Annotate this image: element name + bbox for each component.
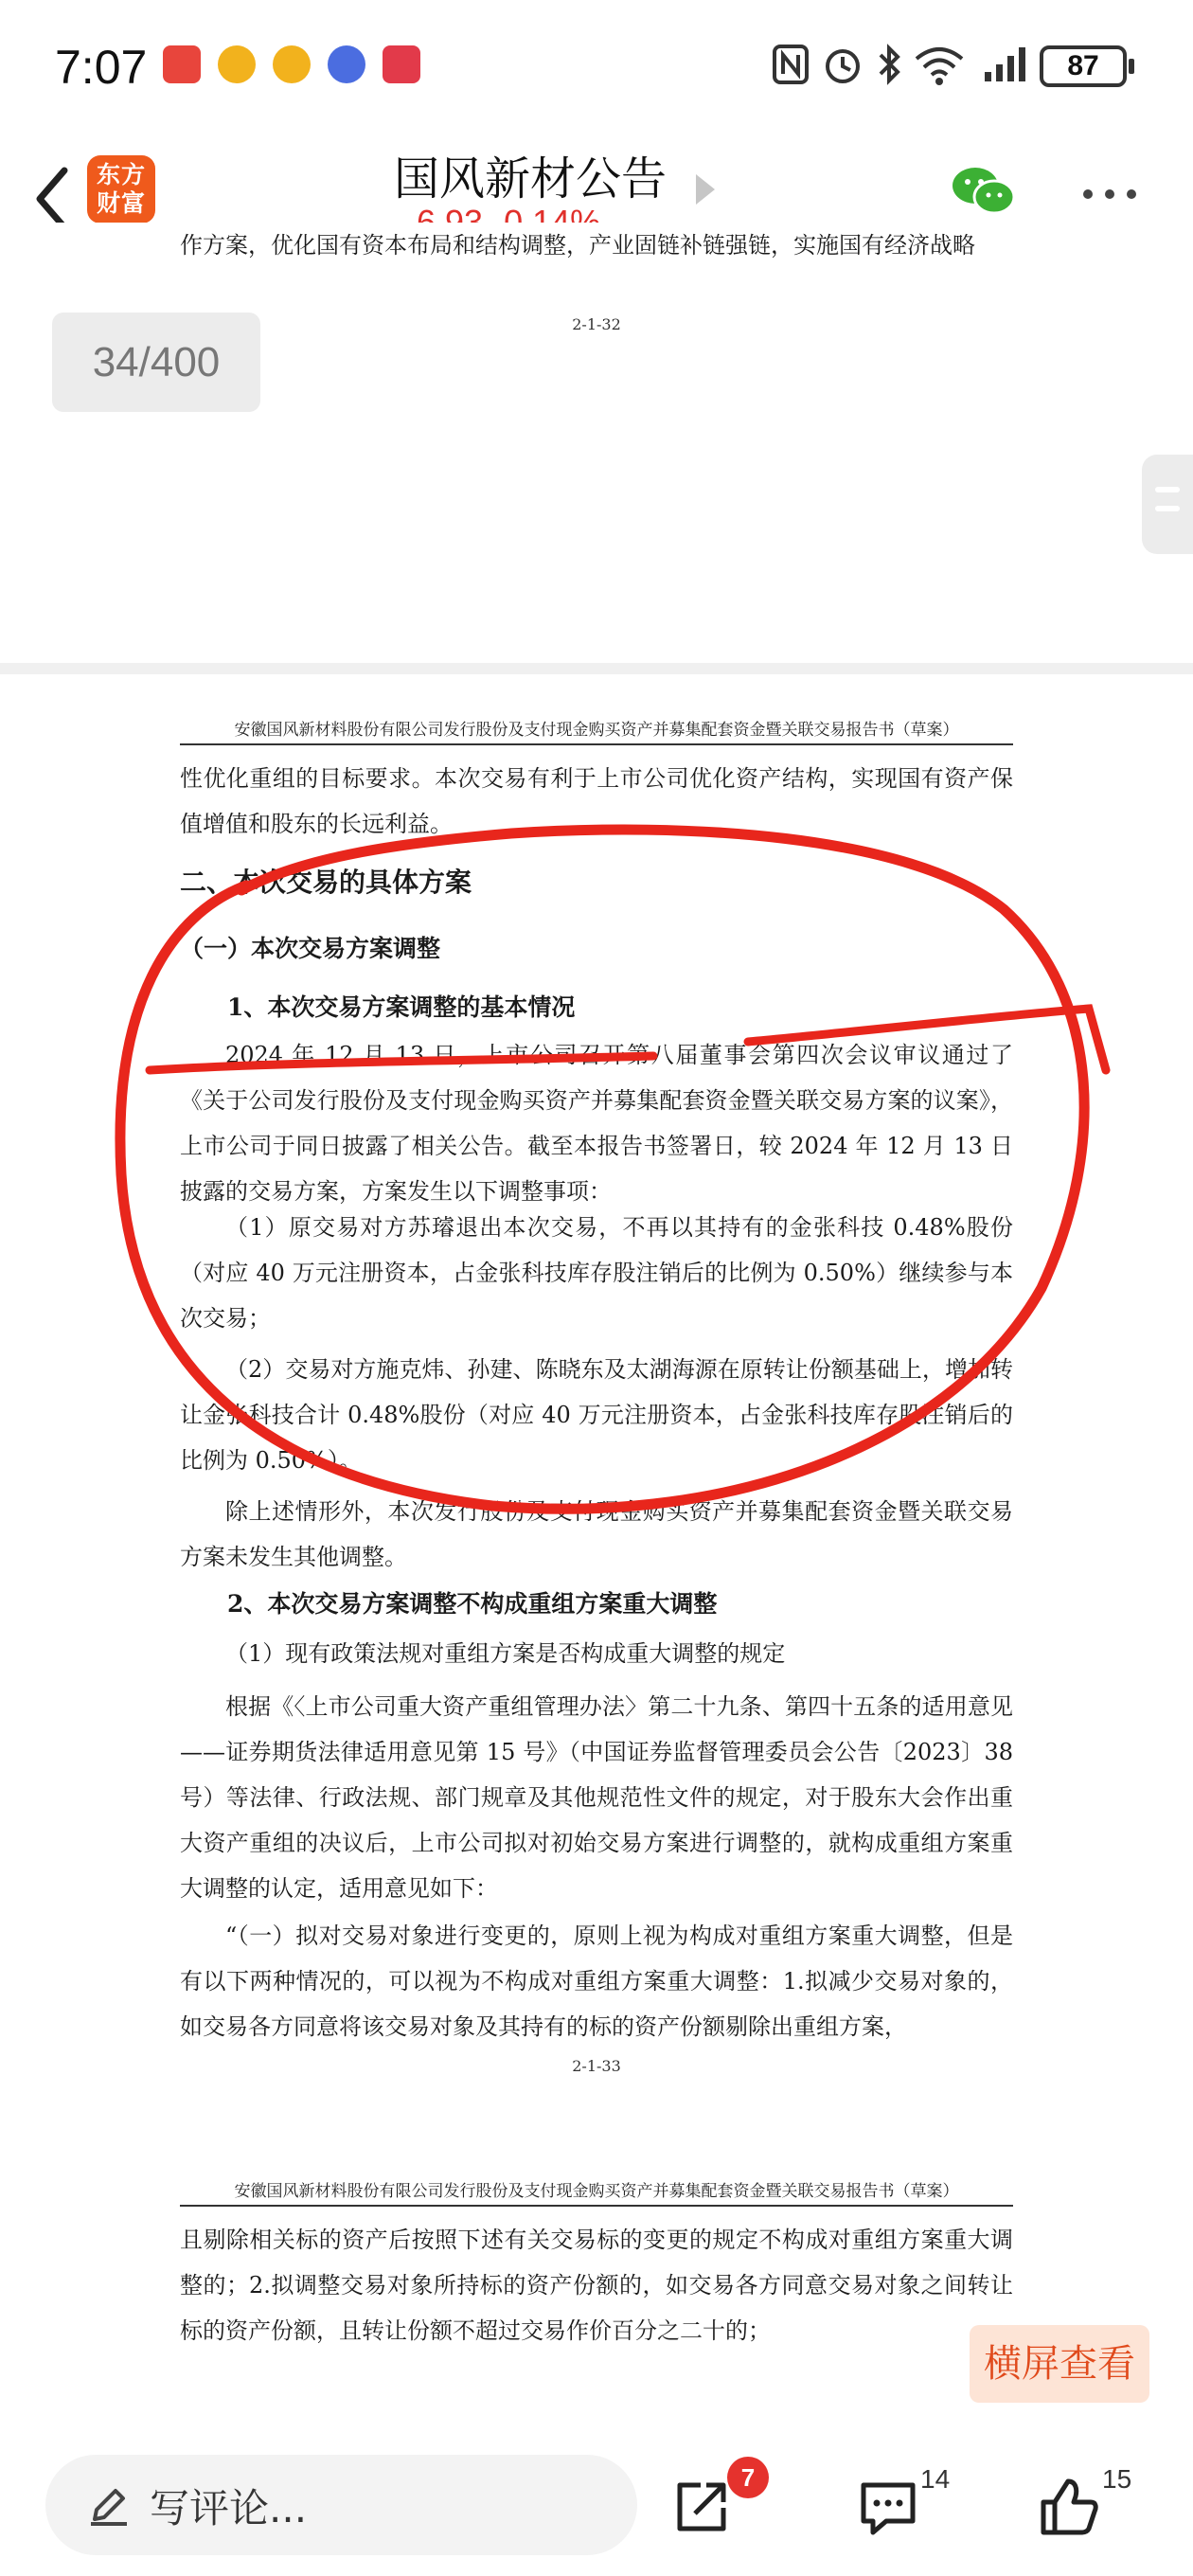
heading-section-2: 二、本次交易的具体方案 xyxy=(180,867,472,898)
clock: 7:07 xyxy=(55,41,148,94)
weibo-icon-2 xyxy=(273,45,311,83)
missed-call-icon xyxy=(163,45,201,83)
likes-count: 15 xyxy=(1102,2464,1132,2494)
wechat-share-icon[interactable] xyxy=(951,163,1017,220)
page32-text: 作方案，优化国有资本布局和结构调整，产业固链补链强链，实施国有经济战略 xyxy=(180,232,975,259)
para-no-other-adjustment: 除上述情形外，本次发行股份及支付现金购买资产并募集配套资金暨关联交易方案未发生其他调整。 xyxy=(180,1498,1013,1570)
page-number-32: 2-1-32 xyxy=(572,315,621,333)
para-item-2: （2）交易对方施克炜、孙建、陈晓东及太湖海源在原转让份额基础上，增加转让金张科技合计 0.48%股份（对应 40 万元注册资本，占金张科技库存股注销后的比例为 0.50%）。 xyxy=(180,1356,1013,1474)
weibo-icon xyxy=(218,45,256,83)
heading-adjustment: （一）本次交易方案调整 xyxy=(180,935,441,962)
tieba-icon xyxy=(328,45,365,83)
para-quoted-rule: “（一）拟对交易对象进行变更的，原则上视为构成对重组方案重大调整，但是有以下两种情况的，可以视为不构成对重组方案重大调整：1.拟减少交易对象的，如交易各方同意将该交易对象及其持有的标的资产份额剔除出重组方案， xyxy=(180,1923,1013,2040)
para-intro: 性优化重组的目标要求。本次交易有利于上市公司优化资产结构，实现国有资产保值增值和股东的长远利益。 xyxy=(180,765,1013,837)
comment-input[interactable]: 写评论... xyxy=(45,2455,637,2555)
like-thumb-icon[interactable] xyxy=(1038,2476,1100,2538)
bluetooth-icon xyxy=(875,44,903,85)
para-regulation-basis: 根据《〈上市公司重大资产重组管理办法〉第二十九条、第四十五条的适用意见——证券期货法律适用意见第 15 号》（中国证券监督管理委员会公告〔2023〕38 号）等法律、行政法规、部门规章及其他规范性文件的规定，对于股东大会作出重大资产重组的决议后，上市公司拟对初始交易方案进行调整的，就构成重组方案重大调整的认定，适用意见如下： xyxy=(180,1693,1013,1902)
document-viewer[interactable] xyxy=(0,232,1193,2434)
page-title: 国风新材公告 xyxy=(393,152,667,206)
alarm-icon xyxy=(822,44,864,85)
heading-not-major-adjustment: 2、本次交易方案调整不构成重组方案重大调整 xyxy=(227,1590,718,1618)
para-adjustment-summary: 2024 年 12 月 13 日，上市公司召开第八届董事会第四次会议审议通过了《关于公司发行股份及支付现金购买资产并募集配套资金暨关联交易方案的议案》，上市公司于同日披露了相关公告。截至本报告书签署日，较 2024 年 12 月 13 日披露的交易方案，方案发生以下调整事项： xyxy=(180,1042,1013,1205)
running-header: 安徽国风新材料股份有限公司发行股份及支付现金购买资产并募集配套资金暨关联交易报告书（草案） xyxy=(180,716,1013,745)
page-number-33: 2-1-33 xyxy=(572,2057,621,2075)
app-notification-icon xyxy=(383,45,420,83)
para-item-1: （1）原交易对方苏璿退出本次交易，不再以其持有的金张科技 0.48%股份（对应 40 万元注册资本，占金张科技库存股注销后的比例为 0.50%）继续参与本次交易； xyxy=(180,1214,1013,1332)
expand-quote-icon[interactable] xyxy=(696,174,715,205)
nfc-icon xyxy=(772,44,810,85)
comments-count: 14 xyxy=(920,2464,951,2494)
share-icon[interactable] xyxy=(672,2478,731,2536)
para-regulation-title: （1）现有政策法规对重组方案是否构成重大调整的规定 xyxy=(225,1640,786,1667)
pdf-page-33 xyxy=(0,674,1193,2379)
more-options-icon[interactable] xyxy=(1081,188,1138,201)
wifi-icon xyxy=(913,44,966,85)
page34-text: 且剔除相关标的资产后按照下述有关交易标的变更的规定不构成对重组方案重大调整的；2.拟调整交易对象所持标的资产份额的，如交易各方同意交易对象之间转让标的资产份额，且转让份额不超过交易作价百分之二十的； xyxy=(180,2227,1013,2344)
landscape-view-button[interactable]: 横屏查看 xyxy=(970,2325,1149,2403)
status-bar xyxy=(0,0,1193,133)
signal-icon xyxy=(981,44,1034,85)
pencil-icon xyxy=(87,2483,131,2527)
page-indicator: 34/400 xyxy=(52,313,260,412)
share-badge: 7 xyxy=(727,2457,769,2498)
bottom-action-bar xyxy=(0,2434,1193,2576)
eastmoney-logo: 东方 财富 xyxy=(87,155,155,224)
battery-indicator: 87 xyxy=(1040,45,1127,87)
comments-icon[interactable] xyxy=(858,2479,918,2538)
running-header-34: 安徽国风新材料股份有限公司发行股份及支付现金购买资产并募集配套资金暨关联交易报告书（草案） xyxy=(180,2177,1013,2207)
scroll-handle[interactable] xyxy=(1142,455,1193,554)
pdf-page-32 xyxy=(0,223,1193,663)
heading-basic-situation: 1、本次交易方案调整的基本情况 xyxy=(227,993,576,1021)
